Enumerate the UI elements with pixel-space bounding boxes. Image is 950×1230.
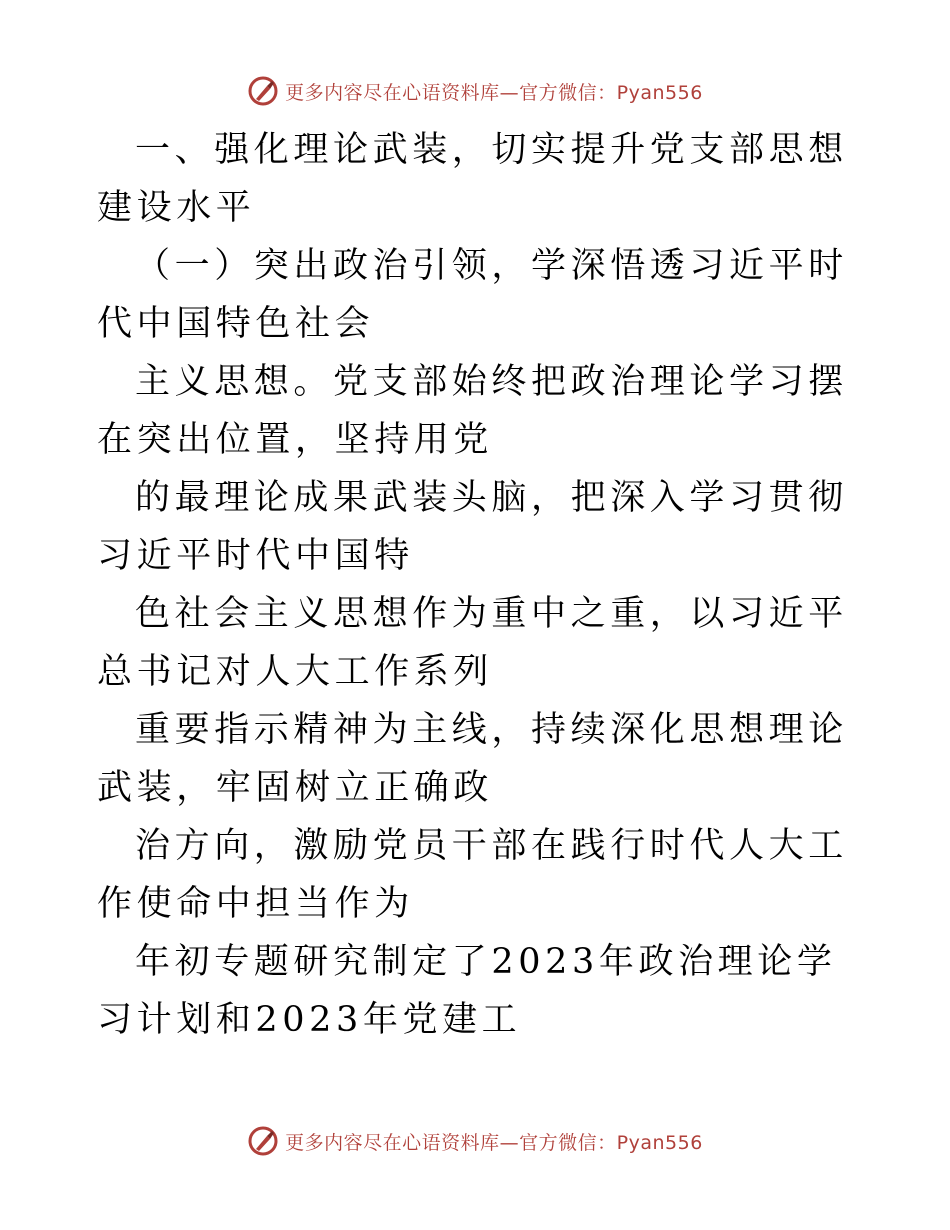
paragraph-line: 的最理论成果武装头脑，把深入学习贯彻习近平时代中国特: [97, 478, 848, 576]
pen-logo-icon: [247, 1125, 279, 1157]
paragraph-line: 色社会主义思想作为重中之重，以习近平总书记对人大工作系列: [97, 594, 848, 692]
paragraph-line: 重要指示精神为主线，持续深化思想理论武装，牢固树立正确政: [97, 710, 848, 808]
banner-text: 更多内容尽在心语资料库—官方微信：Pyan556: [285, 81, 703, 104]
paragraph-line: 年初专题研究制定了2023年政治理论学习计划和2023年党建工: [97, 942, 837, 1040]
document-body: [97, 121, 857, 1049]
footer-banner: [0, 1121, 950, 1161]
paragraph-line: 治方向，激励党员干部在践行时代人大工作使命中担当作为: [97, 826, 848, 924]
pen-logo-icon: [247, 75, 279, 107]
subheading-1: （一）突出政治引领，学深悟透习近平时代中国特色社会: [97, 246, 848, 344]
banner-text: 更多内容尽在心语资料库—官方微信：Pyan556: [285, 1131, 703, 1154]
paragraph-line: 主义思想。党支部始终把政治理论学习摆在突出位置，坚持用党: [97, 362, 848, 460]
header-banner: [0, 71, 950, 111]
heading-section-1: 一、强化理论武装，切实提升党支部思想建设水平: [97, 130, 848, 228]
